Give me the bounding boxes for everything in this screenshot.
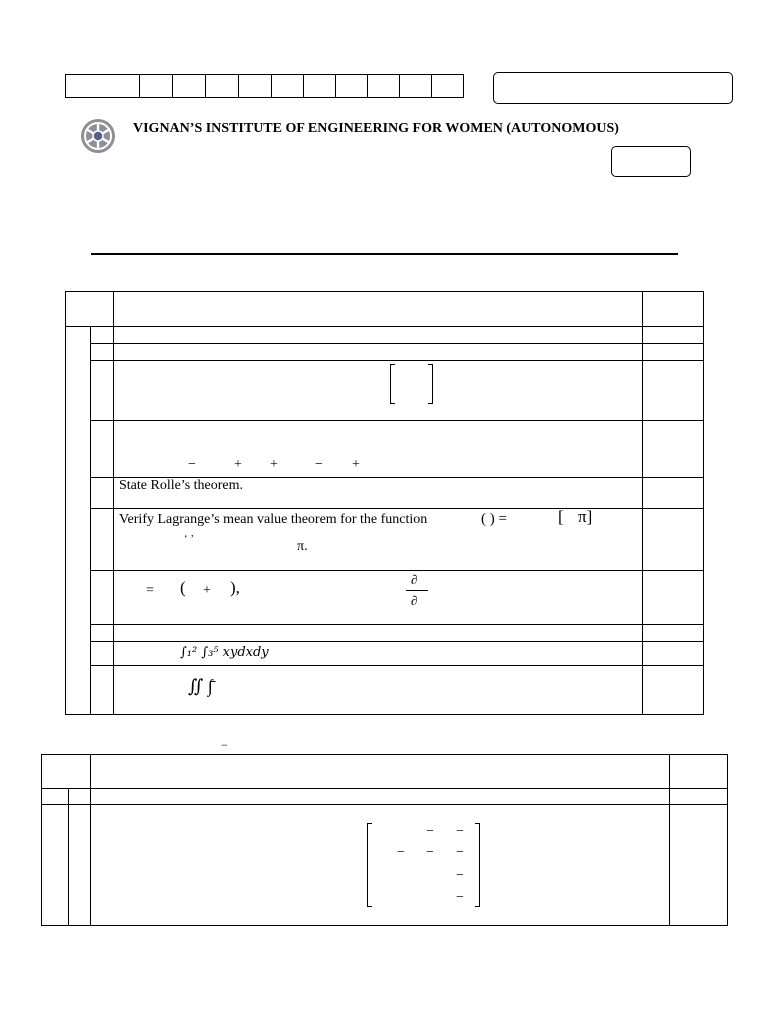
math-symbol: −	[397, 845, 405, 860]
matrix-right-bracket	[428, 364, 433, 404]
institute-name: VIGNAN’S INSTITUTE OF ENGINEERING FOR WOMEN (AUTONOMOUS)	[133, 121, 619, 136]
table-row-line	[90, 624, 704, 625]
roll-box-divider	[399, 74, 400, 98]
table-col-line	[68, 788, 69, 926]
table-col-line	[113, 291, 114, 715]
matrix-left-bracket	[367, 823, 372, 907]
part-b-table	[41, 754, 728, 926]
roll-box-divider	[238, 74, 239, 98]
math-symbol: −	[426, 824, 434, 839]
college-seal-icon	[80, 118, 116, 154]
math-symbol: +	[234, 457, 242, 472]
math-symbol: −	[456, 890, 464, 905]
math-symbol: −	[456, 845, 464, 860]
question-lagrange-mvt: Verify Lagrange’s mean value theorem for the function	[119, 512, 428, 527]
math-symbol: π.	[297, 539, 308, 554]
table-col-line	[642, 291, 643, 715]
math-symbol: ),	[230, 578, 240, 597]
header-divider	[91, 253, 678, 255]
fraction-bar	[406, 590, 428, 591]
question-double-integral: ∫₁² ∫₃⁵ xydxdy	[180, 645, 269, 660]
set-box	[611, 146, 691, 177]
math-symbol: −	[221, 738, 228, 752]
table-row-line	[90, 420, 704, 421]
matrix-right-bracket	[475, 823, 480, 907]
matrix-left-bracket	[390, 364, 395, 404]
table-col-line	[90, 326, 91, 715]
table-row-line	[41, 804, 728, 805]
math-symbol: −	[315, 457, 323, 472]
roll-number-boxes	[65, 74, 464, 98]
math-symbol: −	[426, 845, 434, 860]
table-header-line	[41, 788, 728, 789]
roll-box-divider	[303, 74, 304, 98]
math-symbol: =	[146, 583, 154, 598]
roll-box-divider	[431, 74, 432, 98]
table-col-line	[90, 754, 91, 926]
roll-box-divider	[335, 74, 336, 98]
math-symbol: −	[456, 824, 464, 839]
math-symbol: (	[180, 578, 186, 597]
table-row-line	[90, 570, 704, 571]
table-row-line	[90, 641, 704, 642]
math-symbol: [	[558, 507, 564, 526]
roll-box-divider	[172, 74, 173, 98]
math-symbol: +	[352, 457, 360, 472]
math-symbol: π]	[578, 507, 593, 526]
math-symbol: +	[270, 457, 278, 472]
math-symbol: ∂	[411, 593, 418, 608]
roll-box-divider	[139, 74, 140, 98]
roll-box-divider	[367, 74, 368, 98]
table-row-line	[90, 665, 704, 666]
code-box	[493, 72, 733, 104]
roll-box-divider	[205, 74, 206, 98]
math-symbol: +	[203, 583, 211, 598]
math-symbol: ∬ ∫̄	[188, 676, 213, 696]
table-row-line	[90, 343, 704, 344]
question-rolle-theorem: State Rolle’s theorem.	[119, 478, 244, 493]
part-a-table	[65, 291, 704, 715]
math-symbol: ‘ ’	[184, 533, 195, 545]
roll-box-divider	[271, 74, 272, 98]
table-row-line	[90, 360, 704, 361]
math-symbol: −	[456, 868, 464, 883]
math-symbol: ( ) =	[481, 511, 507, 527]
math-symbol: ∂	[411, 572, 418, 587]
table-col-line	[669, 754, 670, 926]
table-row-line	[90, 508, 704, 509]
math-symbol: −	[188, 457, 196, 472]
table-header-line	[65, 326, 704, 327]
